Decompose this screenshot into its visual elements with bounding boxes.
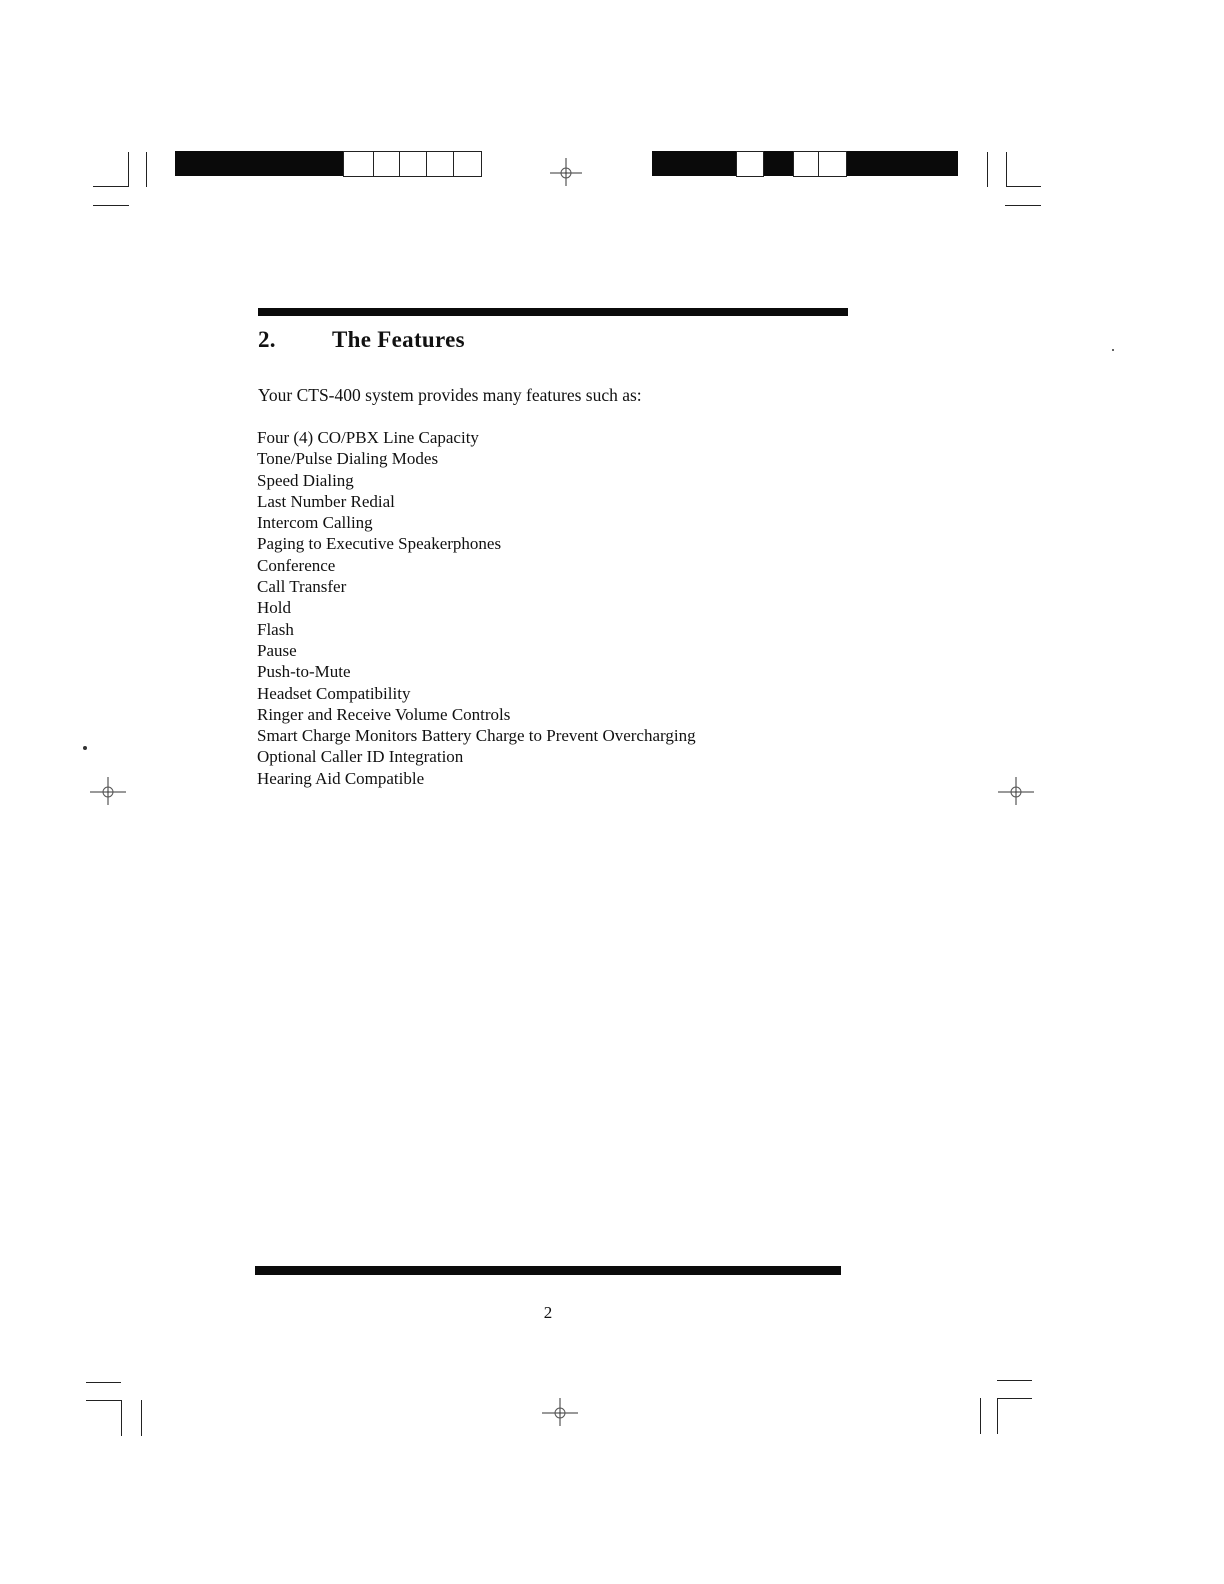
registration-mark-top-icon	[548, 156, 584, 188]
list-item: Four (4) CO/PBX Line Capacity	[257, 428, 479, 447]
list-item: Paging to Executive Speakerphones	[257, 534, 502, 554]
list-item: Headset Compatibility	[257, 683, 411, 703]
feature-list	[257, 427, 696, 789]
registration-mark-left-icon	[88, 775, 128, 807]
list-item: Last Number Redial	[257, 491, 395, 511]
list-item: Tone/Pulse Dialing Modes	[257, 449, 439, 469]
registration-mark-right-icon	[996, 775, 1036, 807]
scan-speck	[1112, 349, 1114, 351]
list-item: Hold	[257, 598, 291, 618]
section-rule-bottom	[255, 1266, 841, 1275]
list-item: Optional Caller ID Integration	[257, 747, 464, 767]
scan-speck	[83, 746, 87, 750]
list-item: Hearing Aid Compatible	[257, 768, 425, 788]
list-item: Call Transfer	[257, 577, 347, 597]
section-number: 2.	[258, 327, 276, 352]
list-item: Flash	[257, 619, 294, 639]
registration-mark-bottom-icon	[540, 1396, 580, 1428]
section-rule-top	[258, 308, 848, 316]
section-title: The Features	[332, 327, 465, 352]
page-number: 2	[543, 1303, 553, 1322]
list-item: Pause	[257, 640, 297, 660]
list-item: Push-to-Mute	[257, 662, 351, 682]
section-heading	[258, 327, 465, 353]
list-item: Conference	[257, 555, 336, 575]
list-item: Ringer and Receive Volume Controls	[257, 704, 511, 724]
intro-paragraph: Your CTS-400 system provides many features such as:	[258, 385, 642, 405]
list-item: Smart Charge Monitors Battery Charge to Prevent Overcharging	[257, 726, 696, 746]
list-item: Speed Dialing	[257, 470, 354, 490]
list-item: Intercom Calling	[257, 513, 373, 533]
